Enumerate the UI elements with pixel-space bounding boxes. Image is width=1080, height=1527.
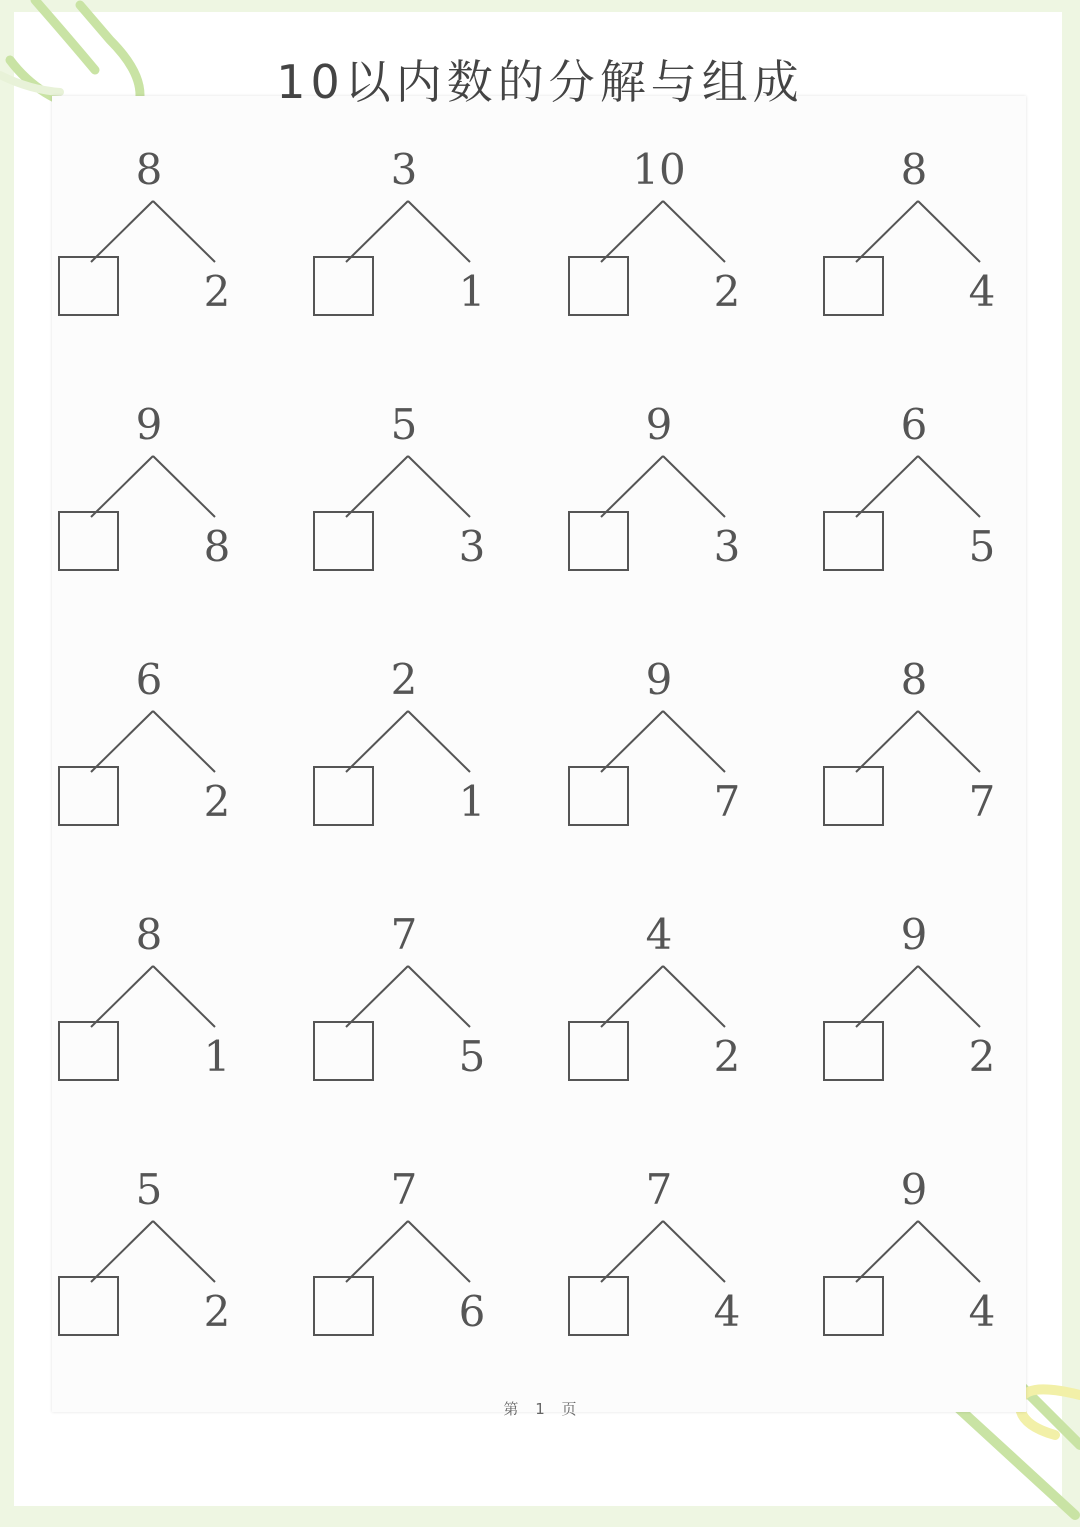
branch-line (91, 966, 153, 1027)
branch-line (918, 711, 980, 772)
answer-box[interactable] (823, 766, 884, 826)
branch-line (663, 1221, 725, 1282)
branch-line (601, 966, 663, 1027)
branch-lines (309, 1166, 509, 1366)
answer-box[interactable] (823, 256, 884, 316)
total-number: 5 (390, 400, 418, 449)
branch-lines (309, 401, 509, 601)
branch-line (153, 456, 215, 517)
footer-prefix: 第 (503, 1400, 519, 1418)
branch-lines (309, 146, 509, 346)
page-footer (0, 1398, 1080, 1419)
branch-line (408, 201, 470, 262)
branch-lines (564, 1166, 764, 1366)
branch-lines (54, 1166, 254, 1366)
footer-suffix: 页 (561, 1400, 577, 1418)
known-part-number: 5 (458, 1032, 486, 1081)
decomposition-problem (309, 1166, 509, 1366)
known-part-number: 3 (713, 522, 741, 571)
decomposition-problem (309, 146, 509, 346)
answer-box[interactable] (568, 1276, 629, 1336)
decomposition-problem (819, 401, 1019, 601)
answer-box[interactable] (568, 511, 629, 571)
branch-line (856, 456, 918, 517)
total-number: 8 (900, 655, 928, 704)
answer-box[interactable] (313, 256, 374, 316)
branch-line (153, 201, 215, 262)
answer-box[interactable] (58, 766, 119, 826)
known-part-number: 7 (713, 777, 741, 826)
total-number: 8 (135, 145, 163, 194)
branch-line (408, 711, 470, 772)
branch-lines (819, 911, 1019, 1111)
known-part-number: 2 (203, 1287, 231, 1336)
branch-line (663, 966, 725, 1027)
known-part-number: 2 (713, 267, 741, 316)
known-part-number: 3 (458, 522, 486, 571)
branch-lines (819, 656, 1019, 856)
total-number: 6 (135, 655, 163, 704)
total-number: 2 (390, 655, 418, 704)
branch-line (918, 201, 980, 262)
total-number: 9 (135, 400, 163, 449)
decomposition-problem (54, 1166, 254, 1366)
decomposition-problem (819, 146, 1019, 346)
decomposition-problem (564, 911, 764, 1111)
branch-line (153, 966, 215, 1027)
answer-box[interactable] (58, 256, 119, 316)
known-part-number: 8 (203, 522, 231, 571)
total-number: 7 (390, 1165, 418, 1214)
branch-line (663, 201, 725, 262)
total-number: 10 (632, 145, 686, 194)
known-part-number: 4 (713, 1287, 741, 1336)
branch-line (856, 1221, 918, 1282)
branch-lines (564, 146, 764, 346)
answer-box[interactable] (313, 1021, 374, 1081)
branch-line (663, 456, 725, 517)
answer-box[interactable] (823, 1021, 884, 1081)
decomposition-problem (54, 911, 254, 1111)
branch-lines (819, 1166, 1019, 1366)
branch-lines (819, 146, 1019, 346)
branch-lines (564, 656, 764, 856)
answer-box[interactable] (58, 511, 119, 571)
branch-line (153, 1221, 215, 1282)
branch-line (91, 456, 153, 517)
decomposition-problem (564, 656, 764, 856)
answer-box[interactable] (823, 1276, 884, 1336)
branch-line (408, 456, 470, 517)
branch-lines (564, 911, 764, 1111)
answer-box[interactable] (58, 1021, 119, 1081)
total-number: 8 (135, 910, 163, 959)
branch-line (346, 966, 408, 1027)
branch-line (408, 1221, 470, 1282)
branch-line (663, 711, 725, 772)
page-number: 1 (535, 1400, 545, 1418)
known-part-number: 1 (203, 1032, 231, 1081)
branch-line (918, 966, 980, 1027)
branch-line (153, 711, 215, 772)
total-number: 8 (900, 145, 928, 194)
known-part-number: 2 (203, 267, 231, 316)
decomposition-problem (54, 146, 254, 346)
total-number: 7 (390, 910, 418, 959)
branch-line (346, 711, 408, 772)
branch-lines (54, 146, 254, 346)
branch-lines (54, 656, 254, 856)
answer-box[interactable] (568, 256, 629, 316)
total-number: 7 (645, 1165, 673, 1214)
decomposition-problem (54, 656, 254, 856)
branch-line (918, 456, 980, 517)
known-part-number: 4 (968, 267, 996, 316)
page-title: 10以内数的分解与组成 (276, 55, 804, 109)
total-number: 9 (645, 655, 673, 704)
known-part-number: 7 (968, 777, 996, 826)
decomposition-problem (819, 1166, 1019, 1366)
known-part-number: 1 (458, 777, 486, 826)
total-number: 6 (900, 400, 928, 449)
branch-lines (54, 911, 254, 1111)
branch-line (91, 1221, 153, 1282)
branch-line (346, 456, 408, 517)
known-part-number: 2 (203, 777, 231, 826)
total-number: 3 (390, 145, 418, 194)
total-number: 9 (900, 910, 928, 959)
branch-line (856, 201, 918, 262)
branch-line (918, 1221, 980, 1282)
branch-lines (309, 656, 509, 856)
answer-box[interactable] (823, 511, 884, 571)
branch-line (346, 201, 408, 262)
decomposition-problem (309, 401, 509, 601)
answer-box[interactable] (313, 1276, 374, 1336)
decomposition-problem (819, 656, 1019, 856)
decomposition-problem (54, 401, 254, 601)
total-number: 9 (900, 1165, 928, 1214)
decomposition-problem (564, 1166, 764, 1366)
decomposition-problem (309, 656, 509, 856)
branch-line (856, 966, 918, 1027)
decomposition-problem (564, 146, 764, 346)
branch-line (601, 201, 663, 262)
branch-lines (819, 401, 1019, 601)
decomposition-problem (309, 911, 509, 1111)
answer-box[interactable] (58, 1276, 119, 1336)
answer-box[interactable] (568, 766, 629, 826)
total-number: 9 (645, 400, 673, 449)
branch-line (91, 711, 153, 772)
answer-box[interactable] (313, 511, 374, 571)
known-part-number: 5 (968, 522, 996, 571)
total-number: 4 (645, 910, 673, 959)
known-part-number: 1 (458, 267, 486, 316)
answer-box[interactable] (313, 766, 374, 826)
total-number: 5 (135, 1165, 163, 1214)
branch-line (601, 711, 663, 772)
decomposition-problem (819, 911, 1019, 1111)
known-part-number: 6 (458, 1287, 486, 1336)
known-part-number: 2 (713, 1032, 741, 1081)
branch-line (601, 456, 663, 517)
branch-line (601, 1221, 663, 1282)
known-part-number: 4 (968, 1287, 996, 1336)
branch-line (346, 1221, 408, 1282)
branch-lines (54, 401, 254, 601)
branch-lines (564, 401, 764, 601)
branch-line (856, 711, 918, 772)
known-part-number: 2 (968, 1032, 996, 1081)
decomposition-problem (564, 401, 764, 601)
answer-box[interactable] (568, 1021, 629, 1081)
branch-lines (309, 911, 509, 1111)
branch-line (91, 201, 153, 262)
branch-line (408, 966, 470, 1027)
